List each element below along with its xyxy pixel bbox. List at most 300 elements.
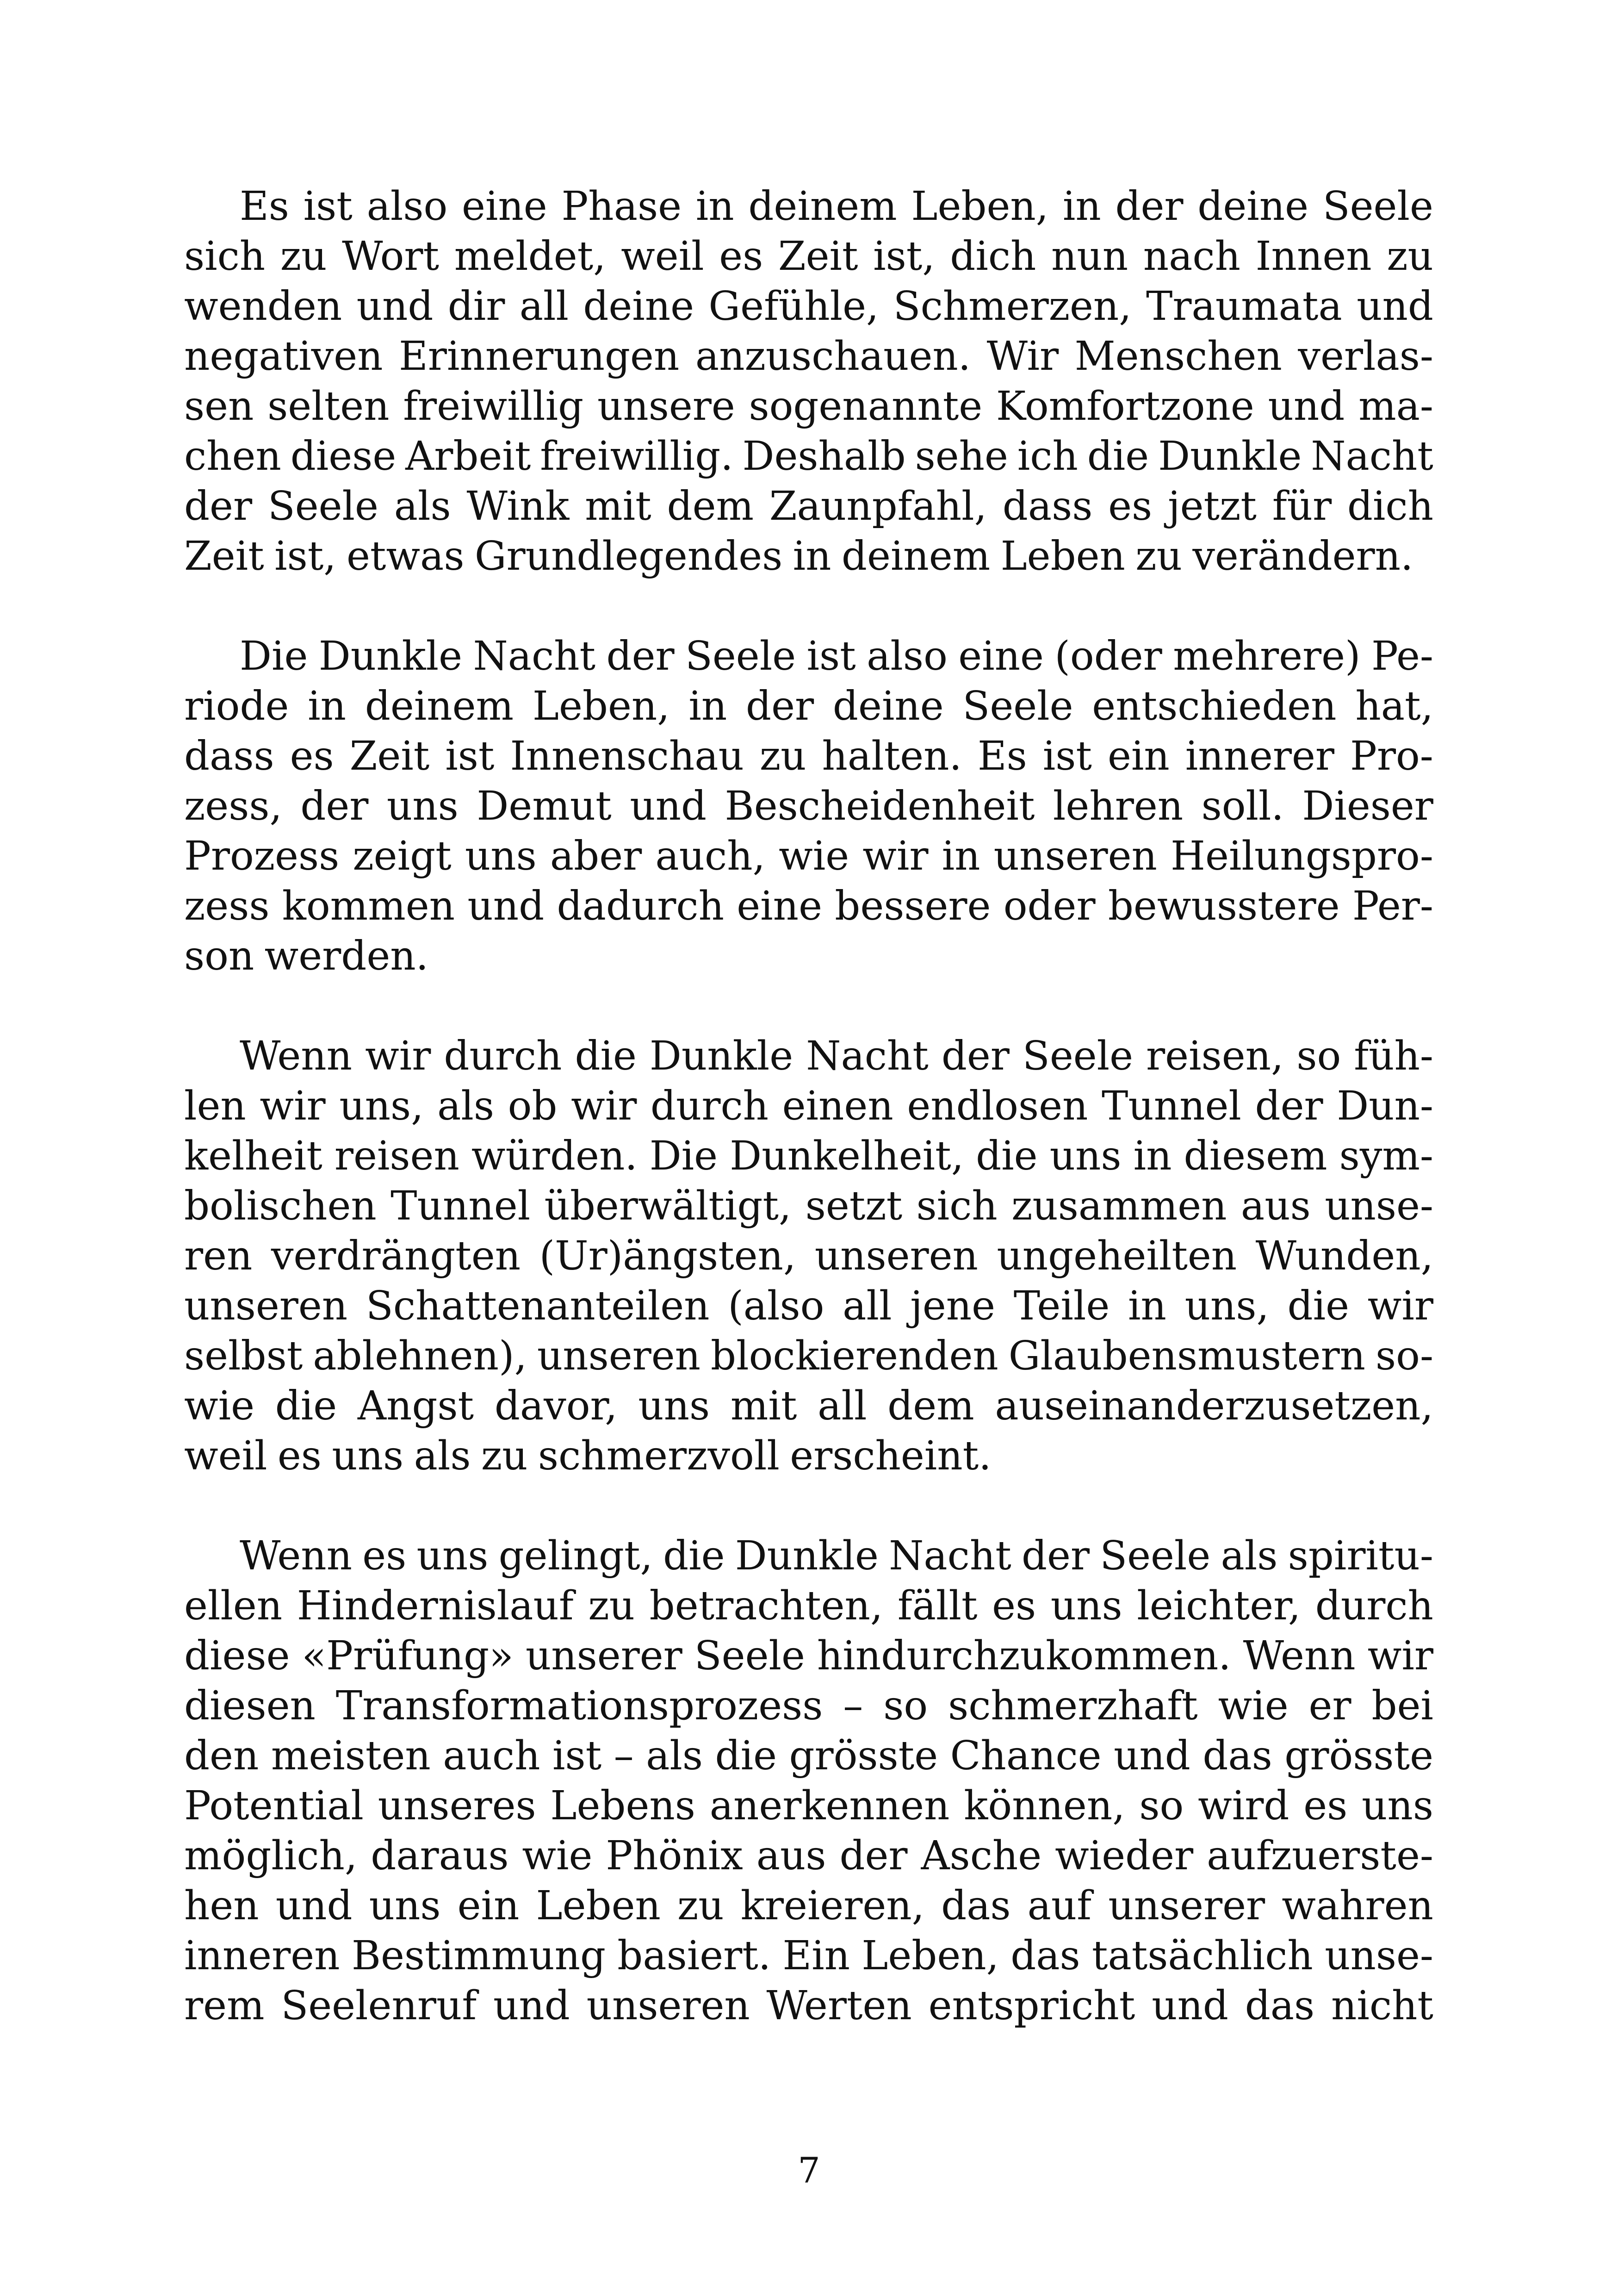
word: Ein — [782, 1933, 850, 1979]
text-line — [184, 281, 1433, 331]
word: und — [275, 1883, 353, 1929]
text-line — [184, 531, 1433, 581]
word: dem — [667, 483, 754, 529]
word: Seele — [267, 483, 378, 529]
word: Chance — [950, 1733, 1102, 1779]
word: tatsächlich — [1091, 1933, 1313, 1979]
word: dir — [447, 283, 505, 330]
word: der — [839, 1833, 908, 1879]
word: daraus — [371, 1833, 509, 1879]
word: Seele — [1022, 1033, 1134, 1079]
word: ablehnen), — [313, 1333, 527, 1379]
word: zusammen — [1011, 1183, 1227, 1229]
text-line — [184, 1931, 1433, 1981]
text-line — [184, 781, 1433, 831]
word: entschieden — [1092, 683, 1337, 729]
word: ma- — [1358, 383, 1433, 429]
word: aus — [1240, 1183, 1311, 1229]
word: es — [1108, 483, 1153, 529]
word: diese — [290, 433, 397, 479]
text-line — [184, 431, 1433, 481]
paragraph-gap — [184, 1481, 1433, 1531]
word: Nacht — [806, 1033, 929, 1079]
word: wir — [260, 1083, 326, 1129]
word: Teile — [1013, 1283, 1110, 1329]
word: durch — [1315, 1583, 1433, 1629]
word: Tunnel — [391, 1183, 531, 1229]
word: der — [746, 683, 814, 729]
word: ist, — [274, 533, 336, 579]
word: Nacht — [473, 633, 596, 679]
word: hen — [184, 1883, 259, 1929]
text-line — [184, 1831, 1433, 1881]
word: Demut — [477, 783, 612, 829]
text-line — [184, 1631, 1433, 1681]
word: sehe — [915, 433, 1008, 479]
word: können, — [964, 1783, 1125, 1829]
word: dass — [1002, 483, 1093, 529]
word: uns — [369, 1883, 441, 1929]
word: Menschen — [1074, 333, 1282, 380]
word: dich — [1347, 483, 1433, 529]
word: wir — [1367, 1283, 1433, 1329]
word: deine — [583, 283, 694, 330]
word: chen — [184, 433, 281, 479]
word: Pro- — [1350, 733, 1433, 779]
word: Hindernislauf — [297, 1583, 574, 1629]
word: mit — [730, 1383, 797, 1429]
word: dass — [184, 733, 274, 779]
word: wird — [1198, 1783, 1289, 1829]
word: Pe- — [1371, 633, 1433, 679]
word: Phase — [561, 183, 682, 230]
word: Zaunpfahl, — [769, 483, 987, 529]
word: in — [793, 533, 831, 579]
paragraph-gap — [184, 581, 1433, 631]
word: kommen — [282, 883, 455, 929]
text-line — [184, 331, 1433, 381]
word: bessere — [835, 883, 991, 929]
word: nun — [1051, 233, 1128, 280]
word: all — [818, 1383, 867, 1429]
word: diesem — [1184, 1133, 1327, 1179]
word: es — [277, 1433, 322, 1479]
word: unseres — [378, 1783, 536, 1829]
word: die — [575, 1033, 637, 1079]
text-line — [184, 881, 1433, 931]
word: freiwillig — [403, 383, 584, 429]
word: Schattenanteilen — [366, 1283, 710, 1329]
word: kelheit — [184, 1133, 322, 1179]
word: Nacht — [1311, 433, 1433, 479]
word: Leben, — [911, 183, 1049, 230]
word: kreieren, — [740, 1883, 924, 1929]
word: ist — [303, 183, 353, 230]
word: ist — [552, 1733, 602, 1779]
word: uns, — [1184, 1283, 1269, 1329]
text-line — [184, 1381, 1433, 1431]
word: Leben, — [532, 683, 670, 729]
word: Dunkle — [318, 633, 463, 679]
word: Prozess — [184, 833, 340, 879]
word: ist — [445, 733, 495, 779]
text-line — [184, 1731, 1433, 1781]
text-line — [184, 481, 1433, 531]
word: unseren — [184, 1283, 348, 1329]
word: selten — [267, 383, 390, 429]
word: Wenn — [240, 1033, 353, 1079]
word: auch — [443, 1733, 540, 1779]
word: das — [1203, 1733, 1272, 1779]
word: weil — [184, 1433, 267, 1479]
word: basiert. — [617, 1933, 771, 1979]
word: zu — [588, 1583, 635, 1629]
word: – — [843, 1683, 863, 1729]
word: durch — [444, 1033, 562, 1079]
word: Innen — [1255, 233, 1372, 280]
word: nach — [1143, 233, 1240, 280]
word: Wenn — [1243, 1633, 1356, 1679]
word: Arbeit — [405, 433, 531, 479]
text-line — [184, 1231, 1433, 1281]
paragraph — [184, 181, 1433, 581]
text-line — [184, 1531, 1433, 1581]
word: ein — [457, 1883, 520, 1929]
word: Dun- — [1337, 1083, 1433, 1129]
word: Die — [649, 1133, 718, 1179]
text-line — [184, 1181, 1433, 1231]
text-line — [184, 1681, 1433, 1731]
word: und — [1268, 383, 1345, 429]
body-text — [184, 181, 1433, 2031]
word: Dieser — [1302, 783, 1433, 829]
text-line — [184, 681, 1433, 731]
word: mit — [585, 483, 651, 529]
word: Gefühle, — [708, 283, 879, 330]
word: ellen — [184, 1583, 283, 1629]
word: grösste — [789, 1733, 938, 1779]
word: eine — [737, 883, 822, 929]
paragraph-gap — [184, 981, 1433, 1031]
word: dadurch — [557, 883, 724, 929]
word: überwältigt, — [544, 1183, 792, 1229]
text-line — [184, 931, 1433, 981]
word: in — [942, 833, 980, 879]
word: der — [1255, 1083, 1323, 1129]
word: das — [941, 1883, 1011, 1929]
word: verlas- — [1298, 333, 1433, 380]
word: uns, — [339, 1083, 424, 1129]
word: Phönix — [606, 1833, 743, 1879]
word: Deshalb — [742, 433, 906, 479]
text-line — [184, 1031, 1433, 1081]
word: Wort — [342, 233, 440, 280]
word: in — [688, 683, 727, 729]
word: unseren — [993, 833, 1157, 879]
word: eine — [462, 183, 547, 230]
word: als — [1221, 1533, 1278, 1579]
word: halten. — [822, 733, 962, 779]
word: unserer — [1108, 1883, 1265, 1929]
word: grösste — [1284, 1733, 1433, 1779]
word: Seele — [694, 1633, 805, 1679]
text-line — [184, 1281, 1433, 1331]
text-line — [184, 1581, 1433, 1631]
word: leichter, — [1137, 1583, 1301, 1629]
text-line — [184, 381, 1433, 431]
word: in — [1133, 1133, 1172, 1179]
word: sogenannte — [749, 383, 983, 429]
word: jetzt — [1167, 483, 1257, 529]
word: und — [493, 1983, 570, 2029]
word: Seele — [962, 683, 1073, 729]
word: uns — [1362, 1783, 1433, 1829]
word: Grundlegendes — [474, 533, 783, 579]
word: Seele — [1322, 183, 1433, 230]
word: und — [1114, 1733, 1190, 1779]
word: ist — [1042, 733, 1092, 779]
word: aus — [756, 1833, 826, 1879]
word: und — [467, 883, 545, 929]
word: davor, — [494, 1383, 618, 1429]
word: dem — [887, 1383, 974, 1429]
word: den — [184, 1733, 259, 1779]
word: ist — [806, 633, 856, 679]
word: all — [519, 283, 569, 330]
word: deinem — [841, 533, 991, 579]
word: es — [992, 1583, 1036, 1629]
word: eine — [958, 633, 1044, 679]
word: Werten — [766, 1983, 912, 2029]
word: Innenschau — [510, 733, 744, 779]
word: schmerzhaft — [948, 1683, 1198, 1729]
word: Per- — [1352, 883, 1433, 929]
word: Nacht — [889, 1533, 1011, 1579]
word: und — [1357, 283, 1433, 330]
word: der — [1021, 1533, 1090, 1579]
word: anzuschauen. — [695, 333, 971, 380]
word: jene — [910, 1283, 996, 1329]
word: inneren — [184, 1933, 340, 1979]
word: uns — [1049, 1133, 1122, 1179]
word: Leben — [1000, 533, 1125, 579]
word: negativen — [184, 333, 383, 380]
word: auseinanderzusetzen, — [995, 1383, 1433, 1429]
word: uns — [1050, 1583, 1122, 1629]
word: Zeit — [349, 733, 430, 779]
word: ren — [184, 1233, 253, 1279]
word: Traumata — [1146, 283, 1342, 330]
word: uns — [386, 783, 459, 829]
word: einen — [782, 1083, 893, 1129]
text-line — [184, 1781, 1433, 1831]
word: Glaubensmustern — [1008, 1333, 1366, 1379]
word: zu — [677, 1883, 724, 1929]
word: uns — [416, 1533, 489, 1579]
word: das — [1245, 1983, 1315, 2029]
word: es — [719, 233, 763, 280]
word: gelingt, — [498, 1533, 653, 1579]
word: unse- — [1325, 1183, 1433, 1229]
word: wir — [1367, 1633, 1433, 1679]
word: betrachten, — [649, 1583, 883, 1629]
word: ob — [508, 1083, 558, 1129]
word: unseren — [586, 1983, 750, 2029]
word: der — [1115, 183, 1184, 230]
word: der — [300, 783, 369, 829]
paragraph — [184, 631, 1433, 981]
word: der — [941, 1033, 1010, 1079]
word: uns — [332, 1433, 404, 1479]
word: es — [1303, 1783, 1348, 1829]
word: in — [1062, 183, 1101, 230]
word: sen — [184, 383, 254, 429]
word: Erinnerungen — [399, 333, 680, 380]
word: sich — [916, 1183, 998, 1229]
word: die — [1087, 433, 1149, 479]
word: bolischen — [184, 1183, 377, 1229]
word: etwas — [346, 533, 465, 579]
text-line — [184, 1131, 1433, 1181]
word: Es — [240, 183, 289, 230]
word: zess, — [184, 783, 282, 829]
word: die — [1287, 1283, 1349, 1329]
word: Wenn — [240, 1533, 353, 1579]
word: riode — [184, 683, 289, 729]
word: selbst — [184, 1333, 303, 1379]
word: schmerzvoll — [538, 1433, 780, 1479]
word: unsere — [597, 383, 735, 429]
word: bewusstere — [1108, 883, 1340, 929]
word: unseren — [537, 1333, 701, 1379]
word: blockierenden — [711, 1333, 998, 1379]
word: reisen, — [1146, 1033, 1284, 1079]
word: aber — [550, 833, 642, 879]
word: durch — [650, 1083, 769, 1129]
word: also — [867, 633, 948, 679]
word: zu — [759, 733, 806, 779]
word: meldet, — [454, 233, 606, 280]
word: zu — [1387, 233, 1433, 280]
word: fällt — [897, 1583, 978, 1629]
word: lehren — [1053, 783, 1184, 829]
word: auf — [1027, 1883, 1092, 1929]
word: Die — [240, 633, 308, 679]
word: Potential — [184, 1783, 364, 1829]
word: deinem — [748, 183, 897, 230]
text-line — [184, 831, 1433, 881]
word: erscheint. — [790, 1433, 992, 1479]
word: und — [356, 283, 434, 330]
word: spiritu- — [1288, 1533, 1433, 1579]
word: Wir — [986, 333, 1059, 380]
word: Tunnel — [1101, 1083, 1241, 1129]
page-number: 7 — [798, 2150, 820, 2191]
word: es — [362, 1533, 407, 1579]
word: Heilungspro- — [1171, 833, 1433, 879]
word: für — [1272, 483, 1332, 529]
word: und — [1152, 1983, 1228, 2029]
word: hindurchzukommen. — [817, 1633, 1231, 1679]
word: entspricht — [928, 1983, 1135, 2029]
word: die — [663, 1533, 725, 1579]
word: als — [646, 1733, 703, 1779]
word: als — [437, 1083, 495, 1129]
word: uns — [638, 1383, 710, 1429]
word: der — [184, 483, 253, 529]
word: nicht — [1331, 1983, 1433, 2029]
word: auch, — [655, 833, 765, 879]
word: unse- — [1325, 1933, 1433, 1979]
word: sym- — [1339, 1133, 1433, 1179]
word: in — [1128, 1283, 1166, 1329]
word: setzt — [805, 1183, 903, 1229]
word: Transformationsprozess — [335, 1683, 823, 1729]
word: in — [695, 183, 734, 230]
word: ist, — [873, 233, 935, 280]
word: es — [290, 733, 334, 779]
word: Leben — [536, 1883, 661, 1929]
word: ungeheilten — [997, 1233, 1237, 1279]
word: oder — [1003, 883, 1096, 929]
word: Dunkelheit, — [730, 1133, 964, 1179]
word: innerer — [1185, 733, 1335, 779]
word: möglich, — [184, 1833, 358, 1879]
word: zu — [481, 1433, 528, 1479]
word: zeigt — [353, 833, 452, 879]
word: dich — [950, 233, 1036, 280]
word: so — [1296, 1033, 1341, 1079]
word: wahren — [1282, 1883, 1433, 1929]
word: wie — [779, 833, 849, 879]
text-line — [184, 1431, 1433, 1481]
word: Seele — [1100, 1533, 1211, 1579]
word: und — [630, 783, 707, 829]
text-line — [184, 1981, 1433, 2031]
word: reisen — [334, 1133, 459, 1179]
word: wir — [365, 1033, 431, 1079]
word: Zeit — [778, 233, 858, 280]
word: deine — [1197, 183, 1308, 230]
word: Seelenruf — [281, 1983, 477, 2029]
word: die — [976, 1133, 1038, 1179]
word: meisten — [271, 1733, 431, 1779]
word: Wunden, — [1255, 1233, 1433, 1279]
word: so- — [1376, 1333, 1433, 1379]
word: Es — [977, 733, 1027, 779]
word: weil — [621, 233, 704, 280]
word: ich — [1017, 433, 1078, 479]
word: verändern. — [1192, 533, 1413, 579]
word: Asche — [921, 1833, 1042, 1879]
word: Bestimmung — [351, 1933, 606, 1979]
word: zu — [280, 233, 327, 280]
word: Dunkle — [1158, 433, 1302, 479]
word: füh- — [1354, 1033, 1433, 1079]
word: «Prüfung» — [302, 1633, 514, 1679]
word: diese — [184, 1633, 290, 1679]
word: (Ur)ängsten, — [539, 1233, 796, 1279]
word: wir — [862, 833, 929, 879]
word: Dunkle — [649, 1033, 794, 1079]
word: Wink — [466, 483, 570, 529]
word: deine — [832, 683, 944, 729]
word: diesen — [184, 1683, 316, 1729]
word: (also — [728, 1283, 824, 1329]
word: bei — [1371, 1683, 1433, 1729]
word: verdrängten — [271, 1233, 521, 1279]
word: unseren — [814, 1233, 978, 1279]
